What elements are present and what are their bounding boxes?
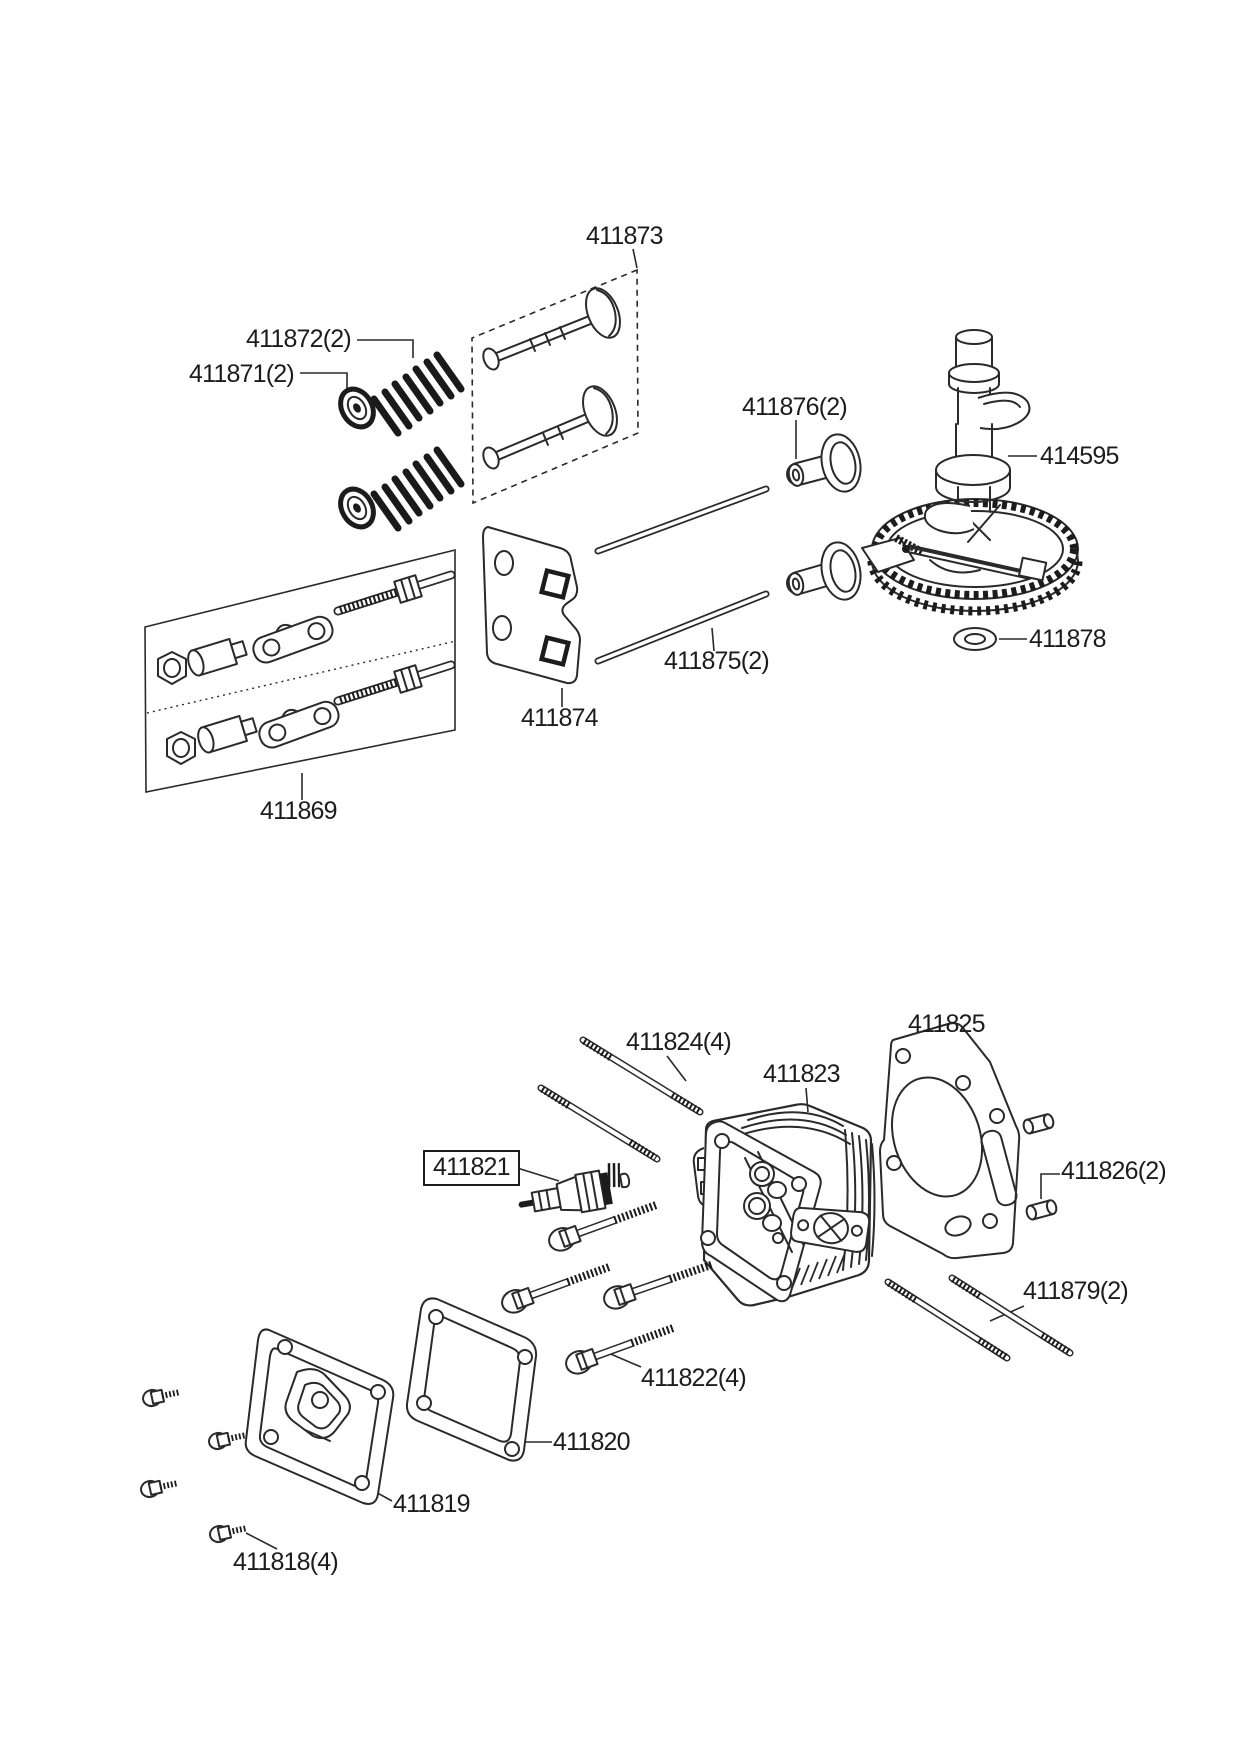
cylinder-head-drawing: [694, 1104, 875, 1305]
part-label-411878: 411878: [1029, 625, 1106, 653]
part-label-411875: 411875(2): [664, 647, 769, 675]
part-label-411874: 411874: [521, 704, 598, 732]
dowel-pin-drawing-1: [1022, 1113, 1055, 1134]
camshaft-drawing: [862, 330, 1078, 611]
part-label-411871: 411871(2): [189, 360, 294, 388]
spring-retainer-drawing-1: [334, 383, 380, 433]
part-label-411869: 411869: [260, 797, 337, 825]
head-bolt-drawing-2: [499, 1256, 614, 1316]
valve-drawing-2: [480, 381, 623, 471]
washer-drawing: [954, 628, 996, 650]
head-gasket-drawing: [877, 1023, 1019, 1258]
part-label-411823: 411823: [763, 1060, 840, 1088]
valve-spring-drawing-1: [374, 355, 461, 433]
part-label-411824: 411824(4): [626, 1028, 731, 1056]
push-rod-drawing-1: [598, 489, 766, 551]
stud-drawing-2: [541, 1088, 657, 1159]
dowel-pin-drawing-2: [1025, 1199, 1058, 1220]
cover-bolt-drawing-1: [142, 1384, 182, 1407]
rocker-cover-drawing: [246, 1329, 394, 1504]
part-label-411876: 411876(2): [742, 393, 847, 421]
tappet-drawing-1: [787, 431, 866, 496]
long-stud-drawing-1: [888, 1282, 1007, 1358]
part-label-411820: 411820: [553, 1428, 630, 1456]
part-label-411819: 411819: [393, 1490, 470, 1518]
rocker-kit-row-2: [167, 665, 451, 764]
part-label-411825: 411825: [908, 1010, 985, 1038]
cover-bolt-drawing-4: [209, 1520, 249, 1543]
cover-bolt-drawing-2: [208, 1427, 248, 1450]
part-label-414595: 414595: [1040, 442, 1119, 470]
cover-bolt-drawing-3: [140, 1475, 180, 1498]
guide-plate-drawing: [483, 527, 580, 683]
cover-gasket-drawing: [407, 1298, 536, 1460]
part-label-411818: 411818(4): [233, 1548, 338, 1576]
valve-spring-drawing-2: [374, 450, 461, 528]
valve-drawing-1: [480, 283, 626, 372]
tappet-drawing-2: [787, 539, 866, 604]
part-label-411879: 411879(2): [1023, 1277, 1128, 1305]
part-label-411872: 411872(2): [246, 325, 351, 353]
part-label-411873: 411873: [586, 222, 663, 250]
head-bolt-drawing-3: [601, 1254, 716, 1312]
part-label-411826: 411826(2): [1061, 1157, 1166, 1185]
part-label-411821: 411821: [423, 1150, 520, 1186]
part-label-411822: 411822(4): [641, 1364, 746, 1392]
